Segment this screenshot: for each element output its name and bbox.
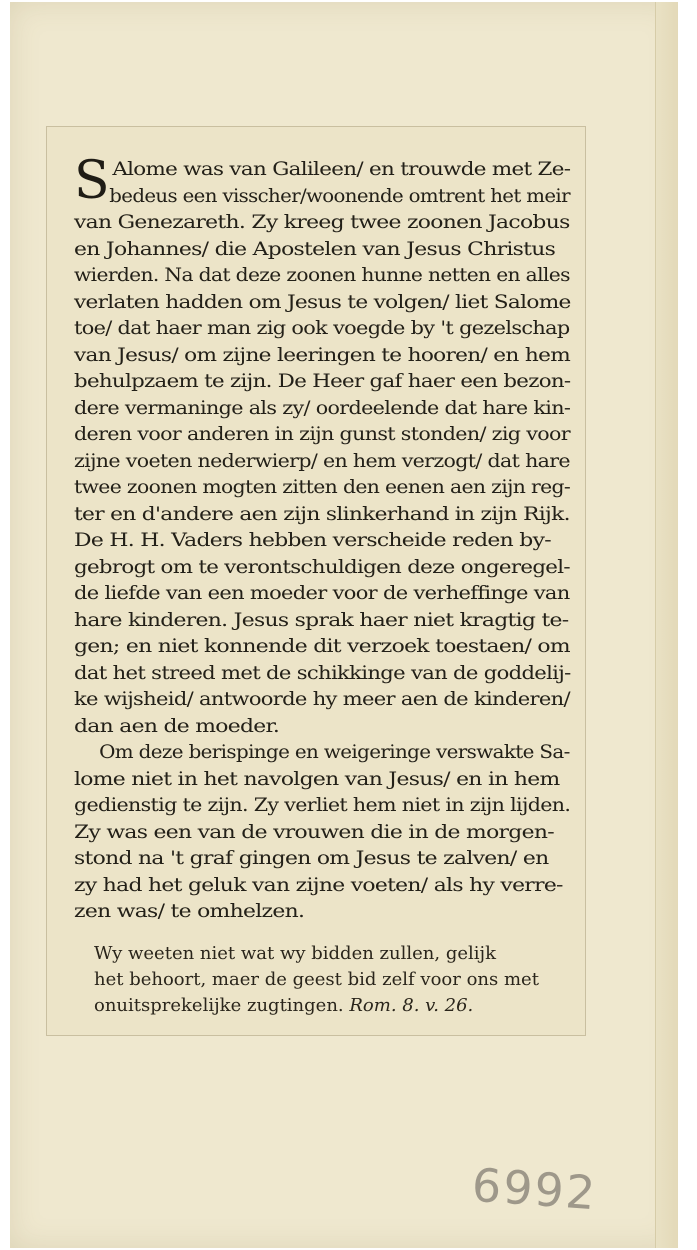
text-line: toe/ dat haer man zig ook voegde by 't gezelschap [74, 317, 570, 339]
text-line: zy had het geluk van zijne voeten/ als hy verre- [74, 873, 563, 896]
text-line: deren voor anderen in zijn gunst stonden/ zig voor [74, 423, 570, 445]
verse-line [94, 993, 564, 1019]
text-line: wierden. Na dat deze zoonen hunne netten en alles [74, 264, 570, 286]
text-line: dan aen de moeder. [74, 714, 280, 737]
text-line: en Johannes/ die Apostelen van Jesus Christus [74, 237, 556, 260]
text-line: Alome was van Galileen/ en trouwde met Ze- [112, 158, 571, 180]
main-text [74, 151, 571, 925]
verse-reference: Rom. 8. v. 26. [349, 995, 474, 1016]
text-line: van Jesus/ om zijne leeringen te hooren/ en hem [74, 343, 571, 366]
text-line: Zy was een van de vrouwen die in de morgen- [74, 820, 554, 843]
text-line: gen; en niet konnende dit verzoek toestaen/ om [74, 635, 570, 657]
text-line: bedeus een visscher/woonende omtrent het meir [109, 184, 570, 207]
verse-line: het behoort, maer de geest bid zelf voor ons met [94, 969, 539, 990]
text-line: stond na 't graf gingen om Jesus te zalven/ en [74, 847, 549, 869]
text-line: van Genezareth. Zy kreeg twee zoonen Jacobus [74, 211, 570, 233]
handwritten-catalog-number: 6992 [470, 1157, 599, 1221]
text-line: hare kinderen. Jesus sprak haer niet kragtig te- [74, 608, 569, 631]
text-line: ke wijsheid/ antwoorde hy meer aen de kinderen/ [74, 688, 570, 710]
text-line: behulpzaem te zijn. De Heer gaf haer een bezon- [74, 370, 571, 392]
text-line: Om deze berispinge en weigeringe verswakte Sa- [99, 741, 570, 763]
text-line: lome niet in het navolgen van Jesus/ en in hem [74, 767, 560, 790]
text-line: De H. H. Vaders hebben verscheide reden by- [74, 529, 551, 551]
text-line: dere vermaninge als zy/ oordeelende dat hare kin- [74, 396, 571, 419]
text-line: gebrogt om te verontschuldigen deze ongeregel- [74, 555, 570, 578]
text-line: ter en d'andere aen zijn slinkerhand in zijn Rijk. [74, 502, 570, 525]
drop-cap: S [74, 151, 110, 211]
scripture-verse [94, 941, 564, 1019]
text-line: zen was/ te omhelzen. [74, 900, 305, 922]
text-line: zijne voeten nederwierp/ en hem verzogt/ dat hare [74, 449, 570, 472]
text-line: dat het streed met de schikkinge van de goddelij- [74, 661, 571, 684]
text-line: gedienstig te zijn. Zy verliet hem niet in zijn lijden. [74, 794, 571, 816]
text-line: de liefde van een moeder voor de verheffinge van [74, 582, 570, 604]
paragraph-2 [74, 739, 570, 925]
text-line: twee zoonen mogten zitten den eenen aen zijn reg- [74, 476, 571, 498]
paragraph-1 [74, 151, 571, 739]
text-line: verlaten hadden om Jesus te volgen/ liet Salome [74, 290, 571, 313]
verse-line-text: onuitsprekelijke zugtingen. [94, 995, 344, 1016]
verse-line: Wy weeten niet wat wy bidden zullen, gelijk [94, 943, 497, 964]
paper-edge [655, 2, 678, 1248]
